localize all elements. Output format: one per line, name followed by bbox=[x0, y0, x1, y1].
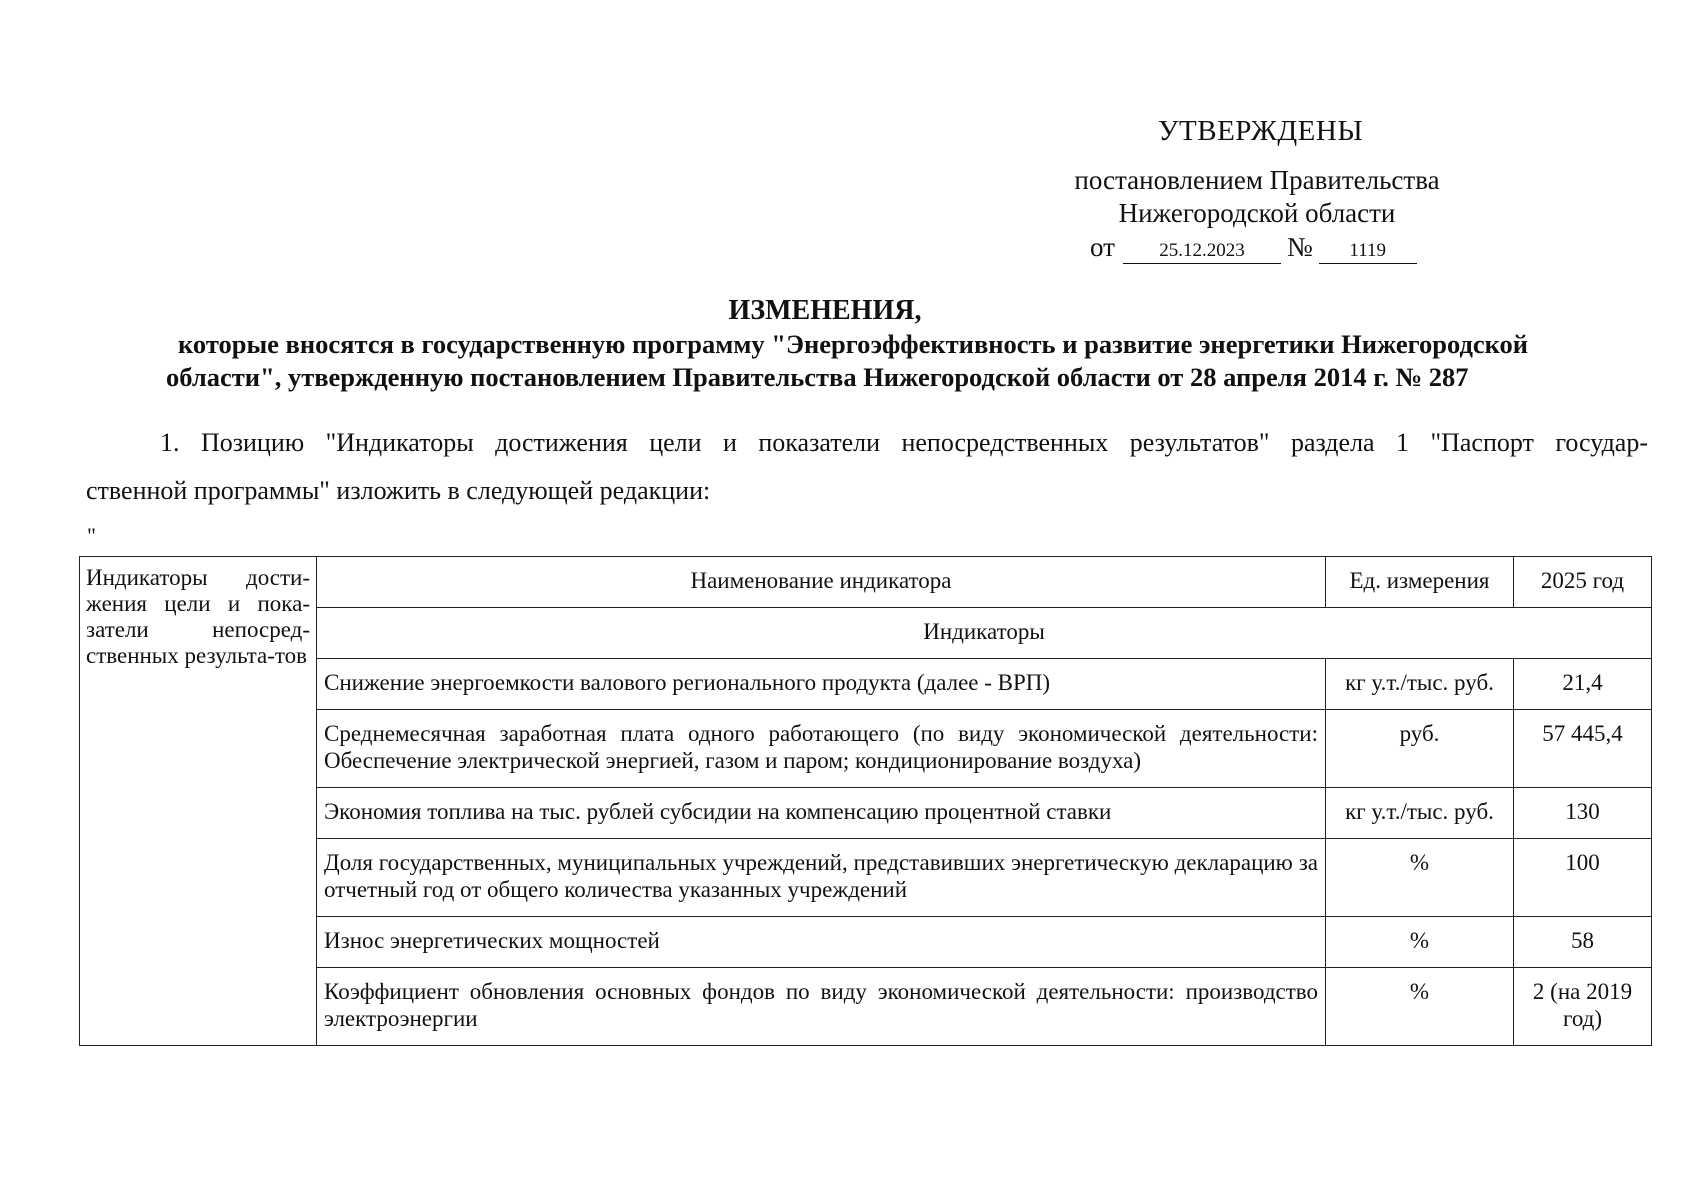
paragraph-line2: ственной программы" изложить в следующей редакции: bbox=[86, 476, 711, 505]
indicator-value: 100 bbox=[1514, 839, 1652, 917]
document-subtitle-line1: которые вносятся в государственную программу "Энергоэффективность и развитие энергетики Нижегородской bbox=[178, 329, 1529, 359]
indicator-unit: % bbox=[1326, 968, 1514, 1046]
indicator-name: Снижение энергоемкости валового регионального продукта (далее - ВРП) bbox=[317, 659, 1326, 710]
indicator-unit: кг у.т./тыс. руб. bbox=[1326, 659, 1514, 710]
indicator-value: 130 bbox=[1514, 788, 1652, 839]
opening-quote: " bbox=[87, 523, 96, 548]
side-label-cell: Индикаторы дости-жения цели и пока-затели непосред-ственных результа-тов bbox=[80, 557, 317, 1046]
indicator-value: 21,4 bbox=[1514, 659, 1652, 710]
indicator-name: Экономия топлива на тыс. рублей субсидии на компенсацию процентной ставки bbox=[317, 788, 1326, 839]
indicator-name: Износ энергетических мощностей bbox=[317, 917, 1326, 968]
approval-date-row bbox=[1090, 232, 1417, 264]
indicator-unit: % bbox=[1326, 917, 1514, 968]
indicator-name: Среднемесячная заработная плата одного работающего (по виду экономической деятельности: Обеспечение электрической энергией, газом и паром; кондиционирование воздуха) bbox=[317, 710, 1326, 788]
indicator-name: Доля государственных, муниципальных учреждений, представивших энергетическую декларацию за отчетный год от общего количества указанных учреждений bbox=[317, 839, 1326, 917]
indicator-name: Коэффициент обновления основных фондов по виду экономической деятельности: производство электроэнергии bbox=[317, 968, 1326, 1046]
paragraph-line1: 1. Позицию "Индикаторы достижения цели и показатели непосредственных результатов" раздела 1 "Паспорт государ- bbox=[160, 428, 1648, 457]
indicator-unit: кг у.т./тыс. руб. bbox=[1326, 788, 1514, 839]
approval-number-field: 1119 bbox=[1319, 239, 1417, 264]
indicator-value: 57 445,4 bbox=[1514, 710, 1652, 788]
indicators-table bbox=[79, 556, 1652, 1046]
table-header-row bbox=[80, 557, 1652, 608]
section-title: Индикаторы bbox=[317, 608, 1652, 659]
approval-title: УТВЕРЖДЕНЫ bbox=[1158, 115, 1364, 147]
document-title: ИЗМЕНЕНИЯ, bbox=[728, 295, 922, 326]
indicator-unit: руб. bbox=[1326, 710, 1514, 788]
document-subtitle-line2: области", утвержденную постановлением Правительства Нижегородской области от 28 апреля 2014 г. № 287 bbox=[166, 362, 1469, 392]
header-year: 2025 год bbox=[1514, 557, 1652, 608]
approval-date-field: 25.12.2023 bbox=[1123, 239, 1281, 264]
indicator-unit: % bbox=[1326, 839, 1514, 917]
header-name: Наименование индикатора bbox=[317, 557, 1326, 608]
indicator-value: 58 bbox=[1514, 917, 1652, 968]
number-label: № bbox=[1286, 232, 1313, 262]
indicator-value: 2 (на 2019 год) bbox=[1514, 968, 1652, 1046]
approval-region-line: Нижегородской области bbox=[1118, 198, 1396, 228]
approval-authority-line: постановлением Правительства bbox=[1074, 165, 1440, 195]
from-label: от bbox=[1090, 232, 1115, 262]
header-unit: Ед. измерения bbox=[1326, 557, 1514, 608]
